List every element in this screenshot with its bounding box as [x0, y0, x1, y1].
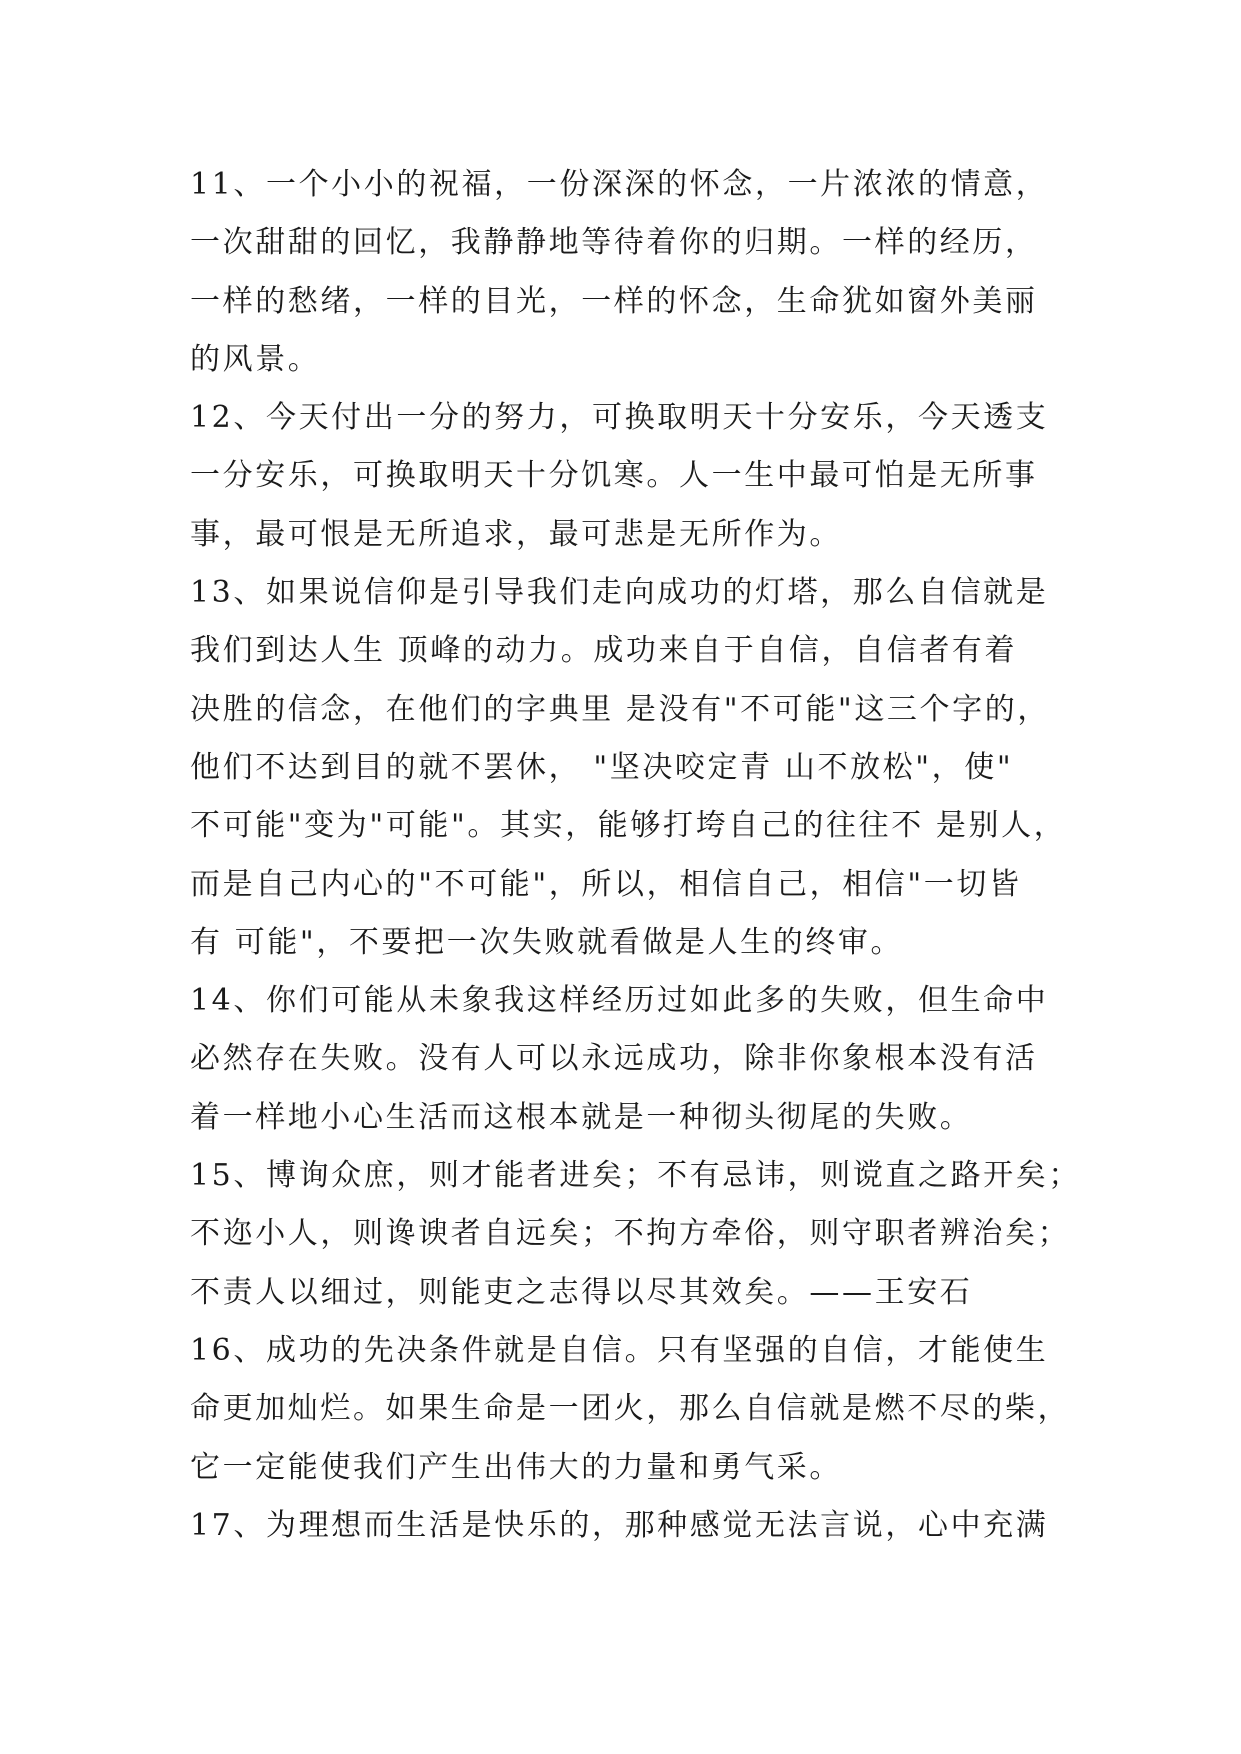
text-line: 一分安乐，可换取明天十分饥寒。人一生中最可怕是无所事: [190, 458, 1038, 494]
text-line: 13、如果说信仰是引导我们走向成功的灯塔，那么自信就是: [190, 575, 1049, 611]
text-line: 决胜的信念，在他们的字典里 是没有"不可能"这三个字的，: [190, 691, 1050, 727]
text-line: 我们到达人生 顶峰的动力。成功来自于自信，自信者有着: [190, 633, 1018, 669]
text-line: 它一定能使我们产生出伟大的力量和勇气采。: [190, 1449, 842, 1485]
text-line: 不迩小人，则谗谀者自远矣；不拘方牵俗，则守职者辨治矣；: [190, 1216, 1071, 1252]
text-line: 12、今天付出一分的努力，可换取明天十分安乐，今天透支: [190, 400, 1049, 436]
body-text: [190, 156, 1080, 1555]
text-line: 14、你们可能从未象我这样经历过如此多的失败，但生命中: [190, 983, 1049, 1019]
text-line: 有 可能"，不要把一次失败就看做是人生的终审。: [190, 924, 904, 960]
text-line: 11、一个小小的祝福，一份深深的怀念，一片浓浓的情意，: [190, 167, 1049, 202]
text-line: 命更加灿烂。如果生命是一团火，那么自信就是燃不尽的柴，: [190, 1391, 1071, 1427]
text-line: 17、为理想而生活是快乐的，那种感觉无法言说，心中充满: [190, 1507, 1049, 1543]
text-line: 而是自己内心的"不可能"，所以，相信自己，相信"一切皆: [190, 866, 1022, 902]
text-line: 一样的愁绪，一样的目光，一样的怀念，生命犹如窗外美丽: [190, 283, 1038, 319]
text-line: 不责人以细过，则能吏之志得以尽其效矣。——王安石: [190, 1274, 973, 1310]
text-line: 15、博询众庶，则才能者进矣；不有忌讳，则谠直之路开矣；: [190, 1158, 1081, 1194]
text-line: 一次甜甜的回忆，我静静地等待着你的归期。一样的经历，: [190, 225, 1038, 261]
text-line: 他们不达到目的就不罢休， "坚决咬定青 山不放松"，使": [190, 749, 1014, 785]
text-line: 不可能"变为"可能"。其实，能够打垮自己的往往不 是别人，: [190, 808, 1067, 844]
text-line: 的风景。: [190, 341, 321, 377]
text-line: 16、成功的先决条件就是自信。只有坚强的自信，才能使生: [190, 1332, 1049, 1368]
text-line: 必然存在失败。没有人可以永远成功，除非你象根本没有活: [190, 1041, 1038, 1077]
text-line: 着一样地小心生活而这根本就是一种彻头彻尾的失败。: [190, 1099, 973, 1135]
text-line: 事，最可恨是无所追求，最可悲是无所作为。: [190, 516, 842, 552]
